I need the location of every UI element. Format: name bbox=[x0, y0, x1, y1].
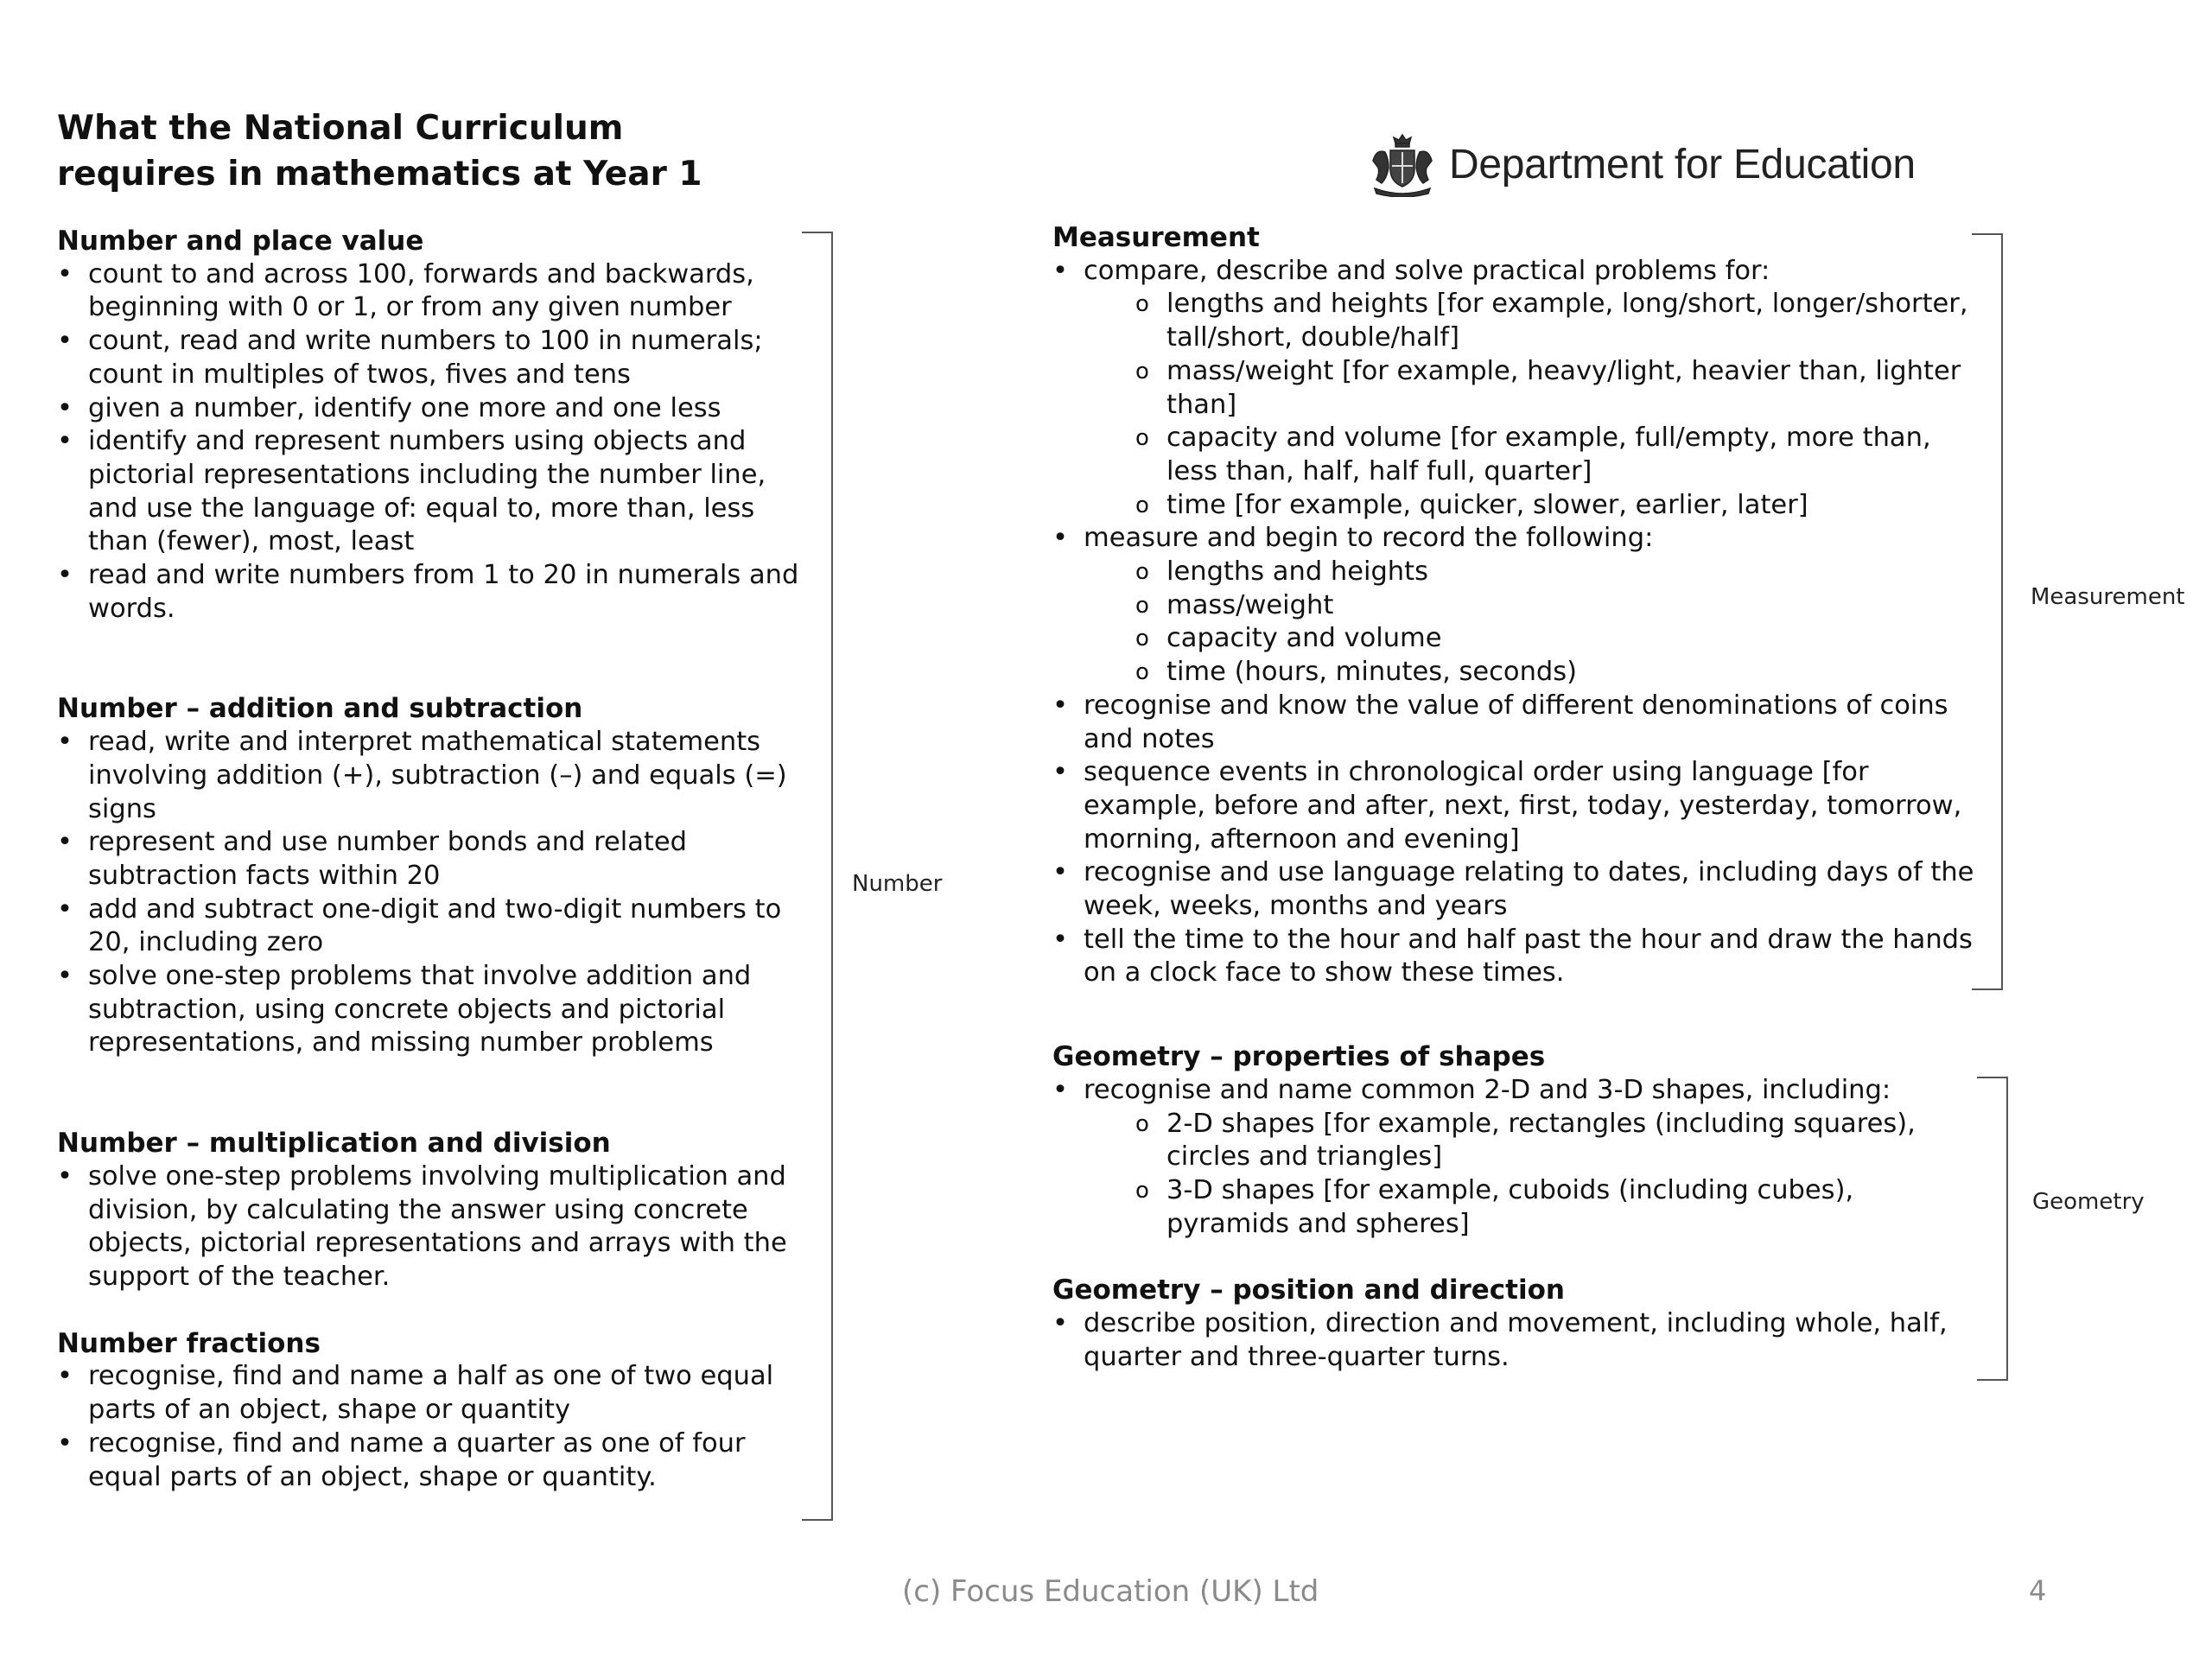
dfe-logo-text: Department for Education bbox=[1449, 141, 1916, 188]
list-item: • recognise and use language relating to dates, including days of the week, weeks, months and years bbox=[1052, 856, 1977, 923]
dfe-logo bbox=[1368, 131, 1916, 197]
section-place-value bbox=[57, 225, 817, 626]
list-item: • solve one-step problems involving multiplication and division, by calculating the answer using concrete objects, pictorial representations and arrays with the support of the teacher. bbox=[57, 1160, 817, 1294]
measurement-bracket bbox=[1972, 233, 2003, 990]
sub-list-item bbox=[1135, 489, 1977, 523]
list-item: • identify and represent numbers using objects and pictorial representations including the number line, and use the language of: equal to, more than, less than (fewer), most, least bbox=[57, 425, 817, 559]
section-heading: Measurement bbox=[1052, 222, 1260, 253]
sub-list-item bbox=[1135, 589, 1977, 623]
section-heading: Number – addition and subtraction bbox=[57, 693, 583, 725]
list-item: • represent and use number bonds and related subtraction facts within 20 bbox=[57, 826, 817, 893]
sub-list-item bbox=[1135, 1174, 1977, 1241]
sub-list bbox=[1084, 556, 1977, 690]
sub-list-item bbox=[1135, 556, 1977, 589]
section-heading: Number – multiplication and division bbox=[57, 1128, 611, 1160]
section-addition-subtraction bbox=[57, 692, 817, 1060]
list-item: • count to and across 100, forwards and backwards, beginning with 0 or 1, or from any given number bbox=[57, 258, 817, 325]
section-heading: Number fractions bbox=[57, 1327, 321, 1359]
bullet-list bbox=[1052, 255, 1977, 990]
list-item: • recognise, find and name a quarter as one of four equal parts of an object, shape or quantity. bbox=[57, 1427, 817, 1494]
title-line-2: requires in mathematics at Year 1 bbox=[57, 155, 702, 194]
sub-list-item bbox=[1135, 288, 1977, 354]
list-item bbox=[1052, 522, 1977, 690]
list-item-text: recognise and name common 2-D and 3-D shapes, including: bbox=[1084, 1074, 1891, 1105]
sub-item-text: time (hours, minutes, seconds) bbox=[1166, 657, 1578, 688]
list-item: • count, read and write numbers to 100 in numerals; count in multiples of twos, fives and tens bbox=[57, 325, 817, 391]
number-bracket bbox=[802, 232, 833, 1521]
geometry-bracket bbox=[1977, 1077, 2008, 1381]
bullet-list bbox=[57, 1360, 817, 1494]
sub-list-item bbox=[1135, 622, 1977, 656]
sub-list bbox=[1084, 1108, 1977, 1242]
list-item: • sequence events in chronological order using language [for example, before and after, next, first, today, yesterday, tomorrow, morning, afternoon and evening] bbox=[1052, 756, 1977, 856]
title-line-1: What the National Curriculum bbox=[57, 109, 624, 148]
list-item: • add and subtract one-digit and two-digit numbers to 20, including zero bbox=[57, 893, 817, 960]
circle-bullet-icon: o bbox=[1135, 559, 1149, 586]
section-heading: Geometry – position and direction bbox=[1052, 1274, 1565, 1306]
list-item: • recognise and know the value of different denominations of coins and notes bbox=[1052, 690, 1977, 756]
bullet-list bbox=[57, 258, 817, 626]
circle-bullet-icon: o bbox=[1135, 291, 1149, 318]
circle-bullet-icon: o bbox=[1135, 659, 1149, 686]
sub-item-text: 2-D shapes [for example, rectangles (including squares), circles and triangles] bbox=[1166, 1108, 1916, 1173]
royal-crest-icon bbox=[1368, 131, 1437, 197]
list-item bbox=[1052, 255, 1977, 523]
sub-item-text: lengths and heights [for example, long/short, longer/shorter, tall/short, double/half] bbox=[1166, 289, 1968, 353]
circle-bullet-icon: o bbox=[1135, 358, 1149, 385]
bullet-list bbox=[57, 726, 817, 1060]
footer-copyright: (c) Focus Education (UK) Ltd bbox=[902, 1574, 1319, 1609]
number-column bbox=[57, 225, 817, 1494]
page-number: 4 bbox=[2029, 1574, 2047, 1607]
list-item bbox=[1052, 1074, 1977, 1242]
list-item: • read and write numbers from 1 to 20 in numerals and words. bbox=[57, 559, 817, 626]
measurement-bracket-label: Measurement bbox=[2031, 584, 2185, 610]
section-heading: Geometry – properties of shapes bbox=[1052, 1041, 1546, 1073]
circle-bullet-icon: o bbox=[1135, 626, 1149, 652]
circle-bullet-icon: o bbox=[1135, 425, 1149, 452]
section-fractions bbox=[57, 1327, 817, 1495]
bullet-list bbox=[57, 1160, 817, 1294]
section-geometry-position bbox=[1052, 1274, 1977, 1374]
sub-item-text: capacity and volume [for example, full/empty, more than, less than, half, half full, quarter] bbox=[1166, 423, 1931, 486]
sub-item-text: lengths and heights bbox=[1166, 556, 1428, 588]
number-bracket-label: Number bbox=[852, 871, 943, 897]
page-title bbox=[57, 105, 835, 197]
section-heading: Number and place value bbox=[57, 226, 424, 257]
sub-item-text: 3-D shapes [for example, cuboids (including cubes), pyramids and spheres] bbox=[1166, 1174, 1854, 1239]
sub-item-text: capacity and volume bbox=[1166, 623, 1442, 654]
section-geometry-shapes bbox=[1052, 1040, 1977, 1241]
circle-bullet-icon: o bbox=[1135, 1110, 1149, 1137]
measurement-geometry-column bbox=[1052, 221, 1977, 1375]
bullet-list bbox=[1052, 1074, 1977, 1242]
sub-list-item bbox=[1135, 656, 1977, 690]
section-multiplication-division bbox=[57, 1127, 817, 1294]
sub-item-text: time [for example, quicker, slower, earlier, later] bbox=[1166, 489, 1808, 520]
sub-list-item bbox=[1135, 355, 1977, 422]
list-item: • describe position, direction and movement, including whole, half, quarter and three-quarter turns. bbox=[1052, 1307, 1977, 1374]
sub-list-item bbox=[1135, 1108, 1977, 1174]
geometry-bracket-label: Geometry bbox=[2032, 1189, 2145, 1215]
section-measurement bbox=[1052, 221, 1977, 990]
circle-bullet-icon: o bbox=[1135, 592, 1149, 619]
bullet-list bbox=[1052, 1307, 1977, 1374]
list-item: • recognise, find and name a half as one of two equal parts of an object, shape or quantity bbox=[57, 1360, 817, 1427]
list-item: • tell the time to the hour and half past the hour and draw the hands on a clock face to show these times. bbox=[1052, 924, 1977, 990]
circle-bullet-icon: o bbox=[1135, 492, 1149, 518]
list-item: • given a number, identify one more and one less bbox=[57, 392, 817, 426]
sub-list bbox=[1084, 288, 1977, 522]
sub-item-text: mass/weight [for example, heavy/light, heavier than, lighter than] bbox=[1166, 355, 1961, 420]
list-item-text: measure and begin to record the following: bbox=[1084, 523, 1654, 554]
list-item: • solve one-step problems that involve addition and subtraction, using concrete objects and pictorial representations, and missing number problems bbox=[57, 960, 817, 1060]
list-item-text: compare, describe and solve practical problems for: bbox=[1084, 255, 1770, 286]
circle-bullet-icon: o bbox=[1135, 1177, 1149, 1204]
sub-item-text: mass/weight bbox=[1166, 589, 1334, 620]
list-item: • read, write and interpret mathematical statements involving addition (+), subtraction (–) and equals (=) signs bbox=[57, 726, 817, 826]
sub-list-item bbox=[1135, 422, 1977, 488]
